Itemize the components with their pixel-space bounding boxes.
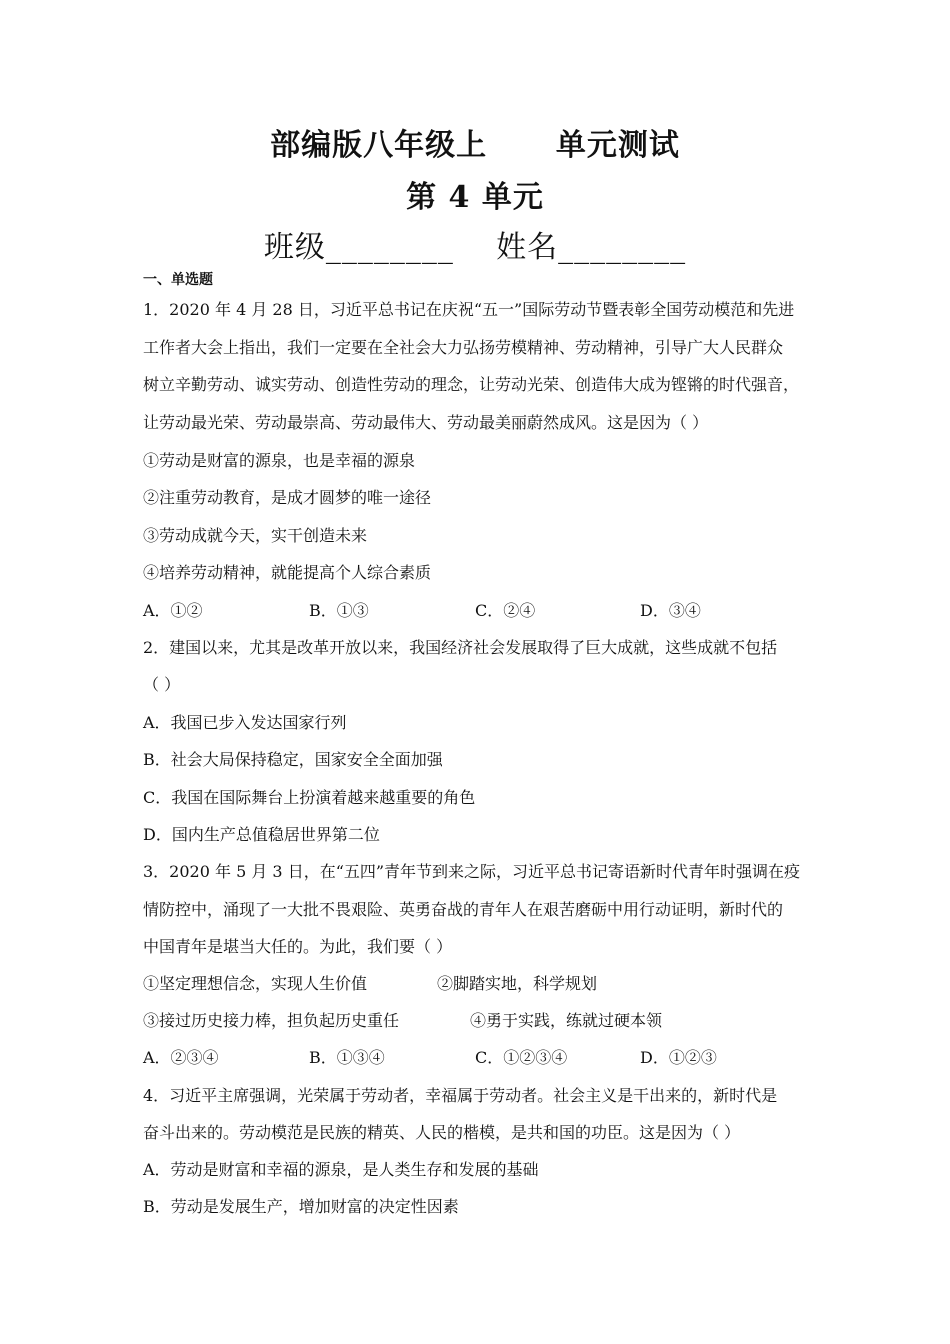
exam-title: 部编版八年级上 单元测试 [270, 128, 680, 163]
q4-line: 4．习近平主席强调，光荣属于劳动者，幸福属于劳动者。社会主义是干出来的，新时代是 [143, 1086, 778, 1105]
q3-option-d: D．①②③ [640, 1048, 717, 1067]
q2-line: （ ） [143, 675, 181, 694]
q1-line: 工作者大会上指出，我们一定要在全社会大力弘扬劳模精神、劳动精神，引导广大人民群众 [143, 338, 784, 357]
q4-option-b: B．劳动是发展生产，增加财富的决定性因素 [143, 1197, 459, 1216]
q1-option-a: A．①② [143, 601, 203, 620]
section-heading: 一、单选题 [143, 272, 213, 288]
q1-line: 让劳动最光荣、劳动最崇高、劳动最伟大、劳动最美丽蔚然成风。这是因为（ ） [143, 413, 709, 432]
q4-option-a: A．劳动是财富和幸福的源泉，是人类生存和发展的基础 [143, 1160, 539, 1179]
q3-option-a: A．②③④ [143, 1048, 219, 1067]
q1-statement: ②注重劳动教育，是成才圆梦的唯一途径 [143, 488, 432, 507]
q3-statement: ①坚定理想信念，实现人生价值 [143, 974, 368, 993]
q1-line: 1．2020 年 4 月 28 日，习近平总书记在庆祝“五一”国际劳动节暨表彰全国劳动模范和先进 [143, 300, 795, 319]
q1-option-c: C．②④ [475, 601, 536, 620]
q3-line: 中国青年是堪当大任的。为此，我们要（ ） [143, 937, 453, 956]
q2-option-d: D．国内生产总值稳居世界第二位 [143, 825, 380, 844]
q3-option-c: C．①②③④ [475, 1048, 568, 1067]
q3-option-b: B．①③④ [309, 1048, 385, 1067]
q1-statement: ①劳动是财富的源泉，也是幸福的源泉 [143, 451, 416, 470]
q4-line: 奋斗出来的。劳动模范是民族的精英、人民的楷模，是共和国的功臣。这是因为（ ） [143, 1123, 741, 1142]
class-name-fields: 班级________ 姓名________ [263, 230, 687, 265]
unit-subtitle: 第 4 单元 [406, 180, 544, 215]
q3-statement: ③接过历史接力棒，担负起历史重任 [143, 1011, 400, 1030]
q1-option-b: B．①③ [309, 601, 369, 620]
q3-line: 3．2020 年 5 月 3 日，在“五四”青年节到来之际，习近平总书记寄语新时代青年时强调在疫 [143, 862, 801, 881]
q3-statement: ④勇于实践，练就过硬本领 [470, 1011, 663, 1030]
q2-option-c: C．我国在国际舞台上扮演着越来越重要的角色 [143, 788, 476, 807]
q2-option-a: A．我国已步入发达国家行列 [143, 713, 347, 732]
q1-option-d: D．③④ [640, 601, 701, 620]
q1-statement: ④培养劳动精神，就能提高个人综合素质 [143, 563, 432, 582]
q3-line: 情防控中，涌现了一大批不畏艰险、英勇奋战的青年人在艰苦磨砺中用行动证明，新时代的 [143, 900, 784, 919]
q2-option-b: B．社会大局保持稳定，国家安全全面加强 [143, 750, 443, 769]
q1-line: 树立辛勤劳动、诚实劳动、创造性劳动的理念，让劳动光荣、创造伟大成为铿锵的时代强音， [143, 375, 800, 394]
q3-statement: ②脚踏实地，科学规划 [437, 974, 598, 993]
q1-statement: ③劳动成就今天，实干创造未来 [143, 526, 368, 545]
q2-line: 2．建国以来，尤其是改革开放以来，我国经济社会发展取得了巨大成就，这些成就不包括 [143, 638, 778, 657]
